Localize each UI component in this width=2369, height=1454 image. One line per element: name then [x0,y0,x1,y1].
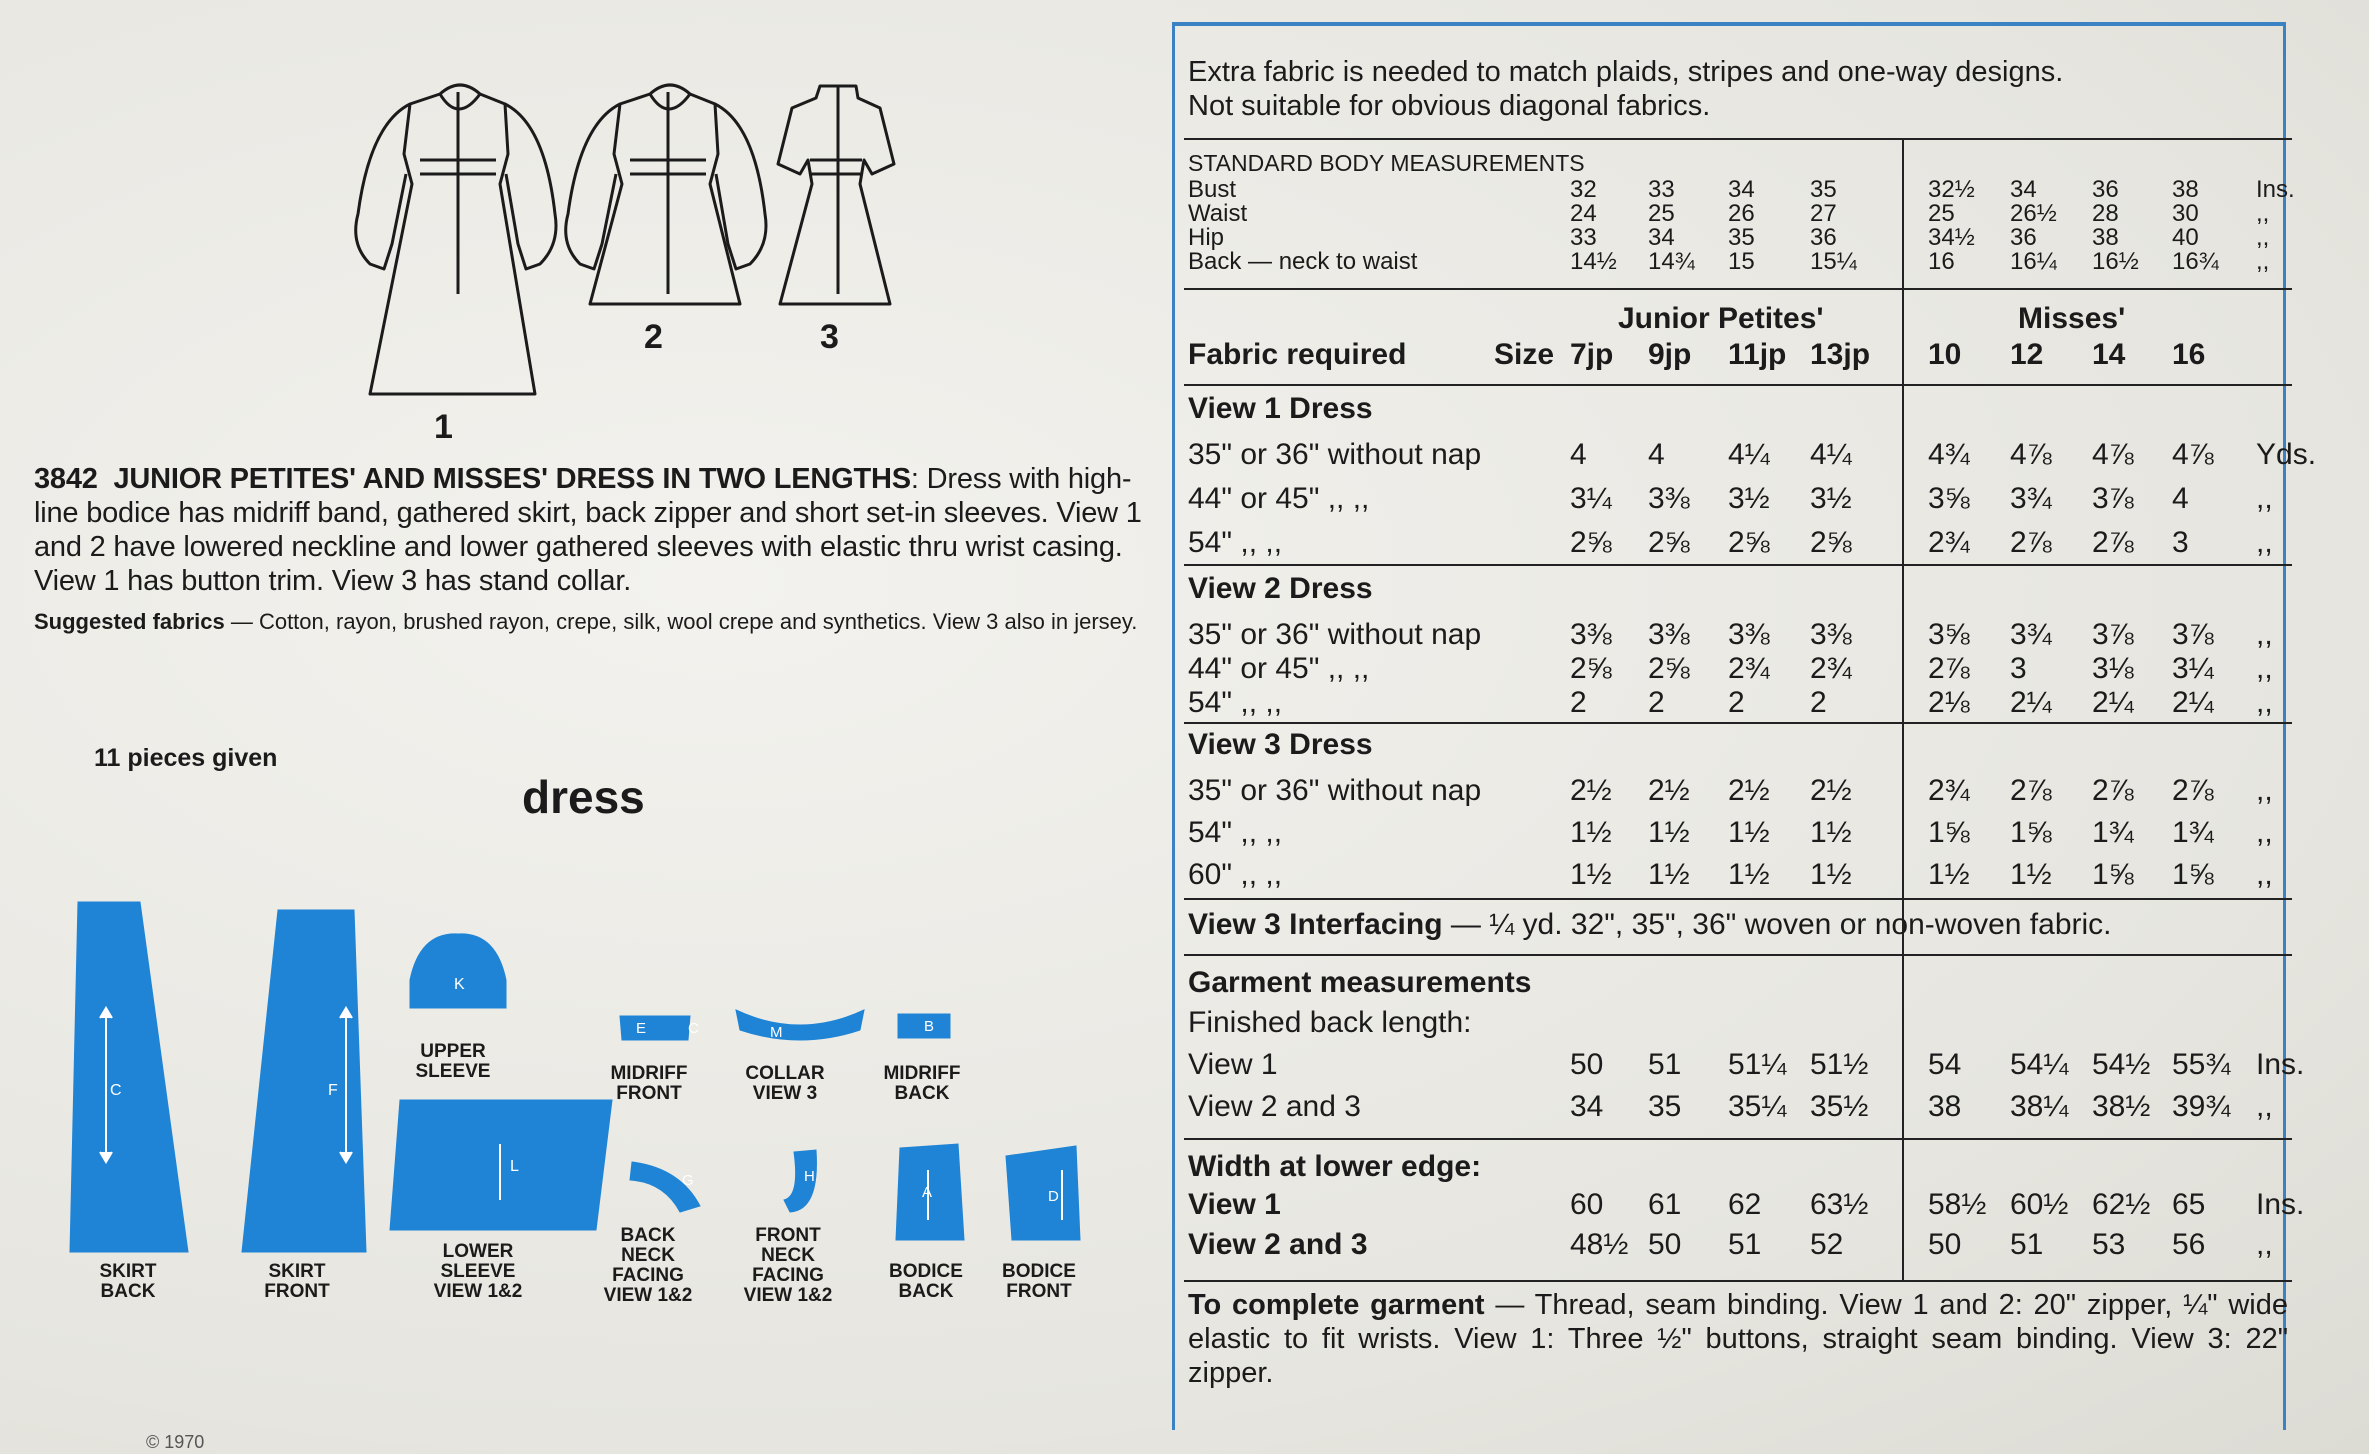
fabric-yardage: 4 [1648,438,1665,471]
piece-letter-a: A [922,1184,933,1201]
fabric-unit: ,, [2256,526,2273,559]
label-lower-sleeve: LOWER SLEEVE VIEW 1&2 [433,1241,523,1302]
fabric-yardage: 1½ [1648,858,1690,891]
width-value: 52 [1810,1228,1844,1261]
bm-value: 36 [1810,224,1837,251]
suggested-fabrics-text: — Cotton, rayon, brushed rayon, crepe, silk, wool crepe and synthetics. View 3 also in jersey. [224,609,1138,634]
fabric-yardage: 3⅜ [1728,618,1770,651]
fabric-yardage: 1⅝ [1928,816,1970,849]
piece-letter-k: K [454,976,465,993]
garment-value: 38 [1928,1090,1962,1123]
size-header: 10 [1928,338,1962,371]
fabric-yardage: 2½ [1810,774,1852,807]
fabric-width: 44" or 45" ,, ,, [1188,482,1370,515]
divider [1184,722,2292,724]
fabric-required-label: Fabric required [1188,338,1407,371]
complete-label: To complete garment [1188,1289,1485,1321]
pieces-given: 11 pieces given [94,744,278,772]
divider [1184,138,2292,140]
fabric-yardage: 1½ [1810,816,1852,849]
width-value: 50 [1928,1228,1962,1261]
fabric-yardage: 2¾ [1928,526,1970,559]
divider [1184,954,2292,956]
fabric-yardage: 1⅝ [2010,816,2052,849]
fabric-yardage: 3⅞ [2092,482,2134,515]
size-header: 14 [2092,338,2126,371]
fabric-yardage: 2⅛ [1928,686,1970,719]
fabric-width: 54" ,, ,, [1188,686,1283,719]
size-header: 7jp [1570,338,1614,371]
fabric-yardage: 2⅝ [1728,526,1770,559]
bm-value: 14½ [1570,248,1617,275]
misses-header: Misses' [2018,302,2126,335]
fabric-yardage: 2⅝ [1570,652,1612,685]
piece-letter-m: M [770,1024,783,1041]
bm-value: 28 [2092,200,2119,227]
piece-letter-c-extra: C [688,1020,699,1037]
fabric-unit: ,, [2256,858,2273,891]
fabric-yardage: 3¼ [2172,652,2214,685]
label-back-neck-facing: BACK NECK FACING VIEW 1&2 [603,1225,693,1306]
fabric-unit: ,, [2256,816,2273,849]
fabric-yardage: 1½ [1728,858,1770,891]
bm-value: 15 [1728,248,1755,275]
fabric-yardage: 2¾ [1928,774,1970,807]
fabric-yardage: 1½ [1570,858,1612,891]
bm-value: 34 [2010,176,2037,203]
fabric-yardage: 4¼ [1810,438,1852,471]
piece-bodice-front [1006,1146,1080,1240]
fabric-width: 35" or 36" without nap [1188,438,1482,471]
fabric-yardage: 2¾ [1810,652,1852,685]
piece-upper-sleeve [410,934,506,1008]
fabric-yardage: 2⅞ [2010,774,2052,807]
fabric-yardage: 3¼ [1570,482,1612,515]
view-1-number: 1 [434,408,453,446]
fabric-yardage: 2⅝ [1810,526,1852,559]
bm-unit: ,, [2256,248,2270,275]
interfacing-label: View 3 Interfacing [1188,908,1443,941]
bm-value: 34½ [1928,224,1975,251]
fabric-yardage: 3⅞ [2172,618,2214,651]
fabric-yardage: 2⅞ [1928,652,1970,685]
fabric-yardage: 2 [1648,686,1665,719]
bm-unit: Ins. [2256,176,2295,203]
view-1-sketch [356,85,556,394]
fabric-unit: ,, [2256,774,2273,807]
size-label: Size [1494,338,1555,371]
width-row-label: View 2 and 3 [1188,1228,1368,1261]
bm-value: 32 [1570,176,1597,203]
width-value: 62 [1728,1188,1762,1221]
fabric-yardage: 3 [2172,526,2189,559]
width-value: 63½ [1810,1188,1869,1221]
width-value: 53 [2092,1228,2126,1261]
junior-petites-header: Junior Petites' [1618,302,1824,335]
fabric-yardage: 1½ [1928,858,1970,891]
fabric-width: 54" ,, ,, [1188,816,1283,849]
width-value: 61 [1648,1188,1682,1221]
piece-letter-b: B [924,1018,935,1035]
fabric-yardage: 1⅝ [2172,858,2214,891]
dress-sketches [340,64,900,444]
bm-value: 26 [1728,200,1755,227]
garment-value: 38½ [2092,1090,2151,1123]
fabric-yardage: 1½ [1570,816,1612,849]
fabric-width: 60" ,, ,, [1188,858,1283,891]
label-upper-sleeve: UPPER SLEEVE [415,1041,491,1082]
fabric-yardage: 3⅜ [1648,482,1690,515]
label-bodice-front: BODICE FRONT [1002,1261,1076,1302]
complete-text: — Thread, seam binding. View 1 and 2: 20" zipper, ¼" wide elastic to fit wrists. View 1: Three ½" buttons, straight seam binding. View 3: 22" zipper. [1188,1289,2288,1389]
garment-unit: Ins. [2256,1048,2305,1081]
fabric-width: 54" ,, ,, [1188,526,1283,559]
fabric-yardage: 2⅞ [2092,526,2134,559]
width-value: 50 [1648,1228,1682,1261]
view-3-number: 3 [820,318,839,356]
fabric-yardage: 1½ [1648,816,1690,849]
fabric-yardage: 3⅝ [1928,482,1970,515]
fabric-yardage: 3 [2010,652,2027,685]
garment-value: 54½ [2092,1048,2151,1081]
label-front-neck-facing: FRONT NECK FACING VIEW 1&2 [743,1225,833,1306]
fabric-unit: ,, [2256,652,2273,685]
size-header: 12 [2010,338,2044,371]
piece-letter-e: E [636,1020,647,1037]
pattern-description-body: : Dress with high-line bodice has midriff band, gathered skirt, back zipper and short set-in sleeves. View 1 and 2 have lowered neckline and lower gathered sleeves with elastic thru wrist casing. View 1 has button trim. View 3 has stand collar. [34,463,1142,597]
fabric-yardage: 2½ [1570,774,1612,807]
width-row-label: View 1 [1188,1188,1281,1221]
pattern-description [34,462,1144,598]
column-divider [1902,140,1904,1280]
fabric-yardage: 3⅛ [2092,652,2134,685]
fabric-yardage: 1½ [2010,858,2052,891]
bm-value: 40 [2172,224,2199,251]
bm-value: 16½ [2092,248,2139,275]
piece-skirt-front [242,910,366,1252]
divider [1184,564,2292,566]
garment-value: 39¾ [2172,1090,2231,1123]
fabric-yardage: 3¾ [2010,618,2052,651]
fabric-yardage: 4⅞ [2092,438,2134,471]
fabric-yardage: 1¾ [2172,816,2214,849]
fabric-yardage: 1½ [1810,858,1852,891]
bm-value: 38 [2172,176,2199,203]
width-unit: Ins. [2256,1188,2305,1221]
notice-line-2: Not suitable for obvious diagonal fabrics. [1188,90,1711,122]
bm-unit: ,, [2256,224,2270,251]
fabric-width: 44" or 45" ,, ,, [1188,652,1370,685]
fabric-section-title: View 3 Dress [1188,728,1373,761]
fabric-yardage: 3⅜ [1648,618,1690,651]
width-unit: ,, [2256,1228,2273,1261]
fabric-unit: ,, [2256,618,2273,651]
bm-value: 33 [1648,176,1675,203]
garment-value: 51½ [1810,1048,1869,1081]
bm-value: 24 [1570,200,1597,227]
fabric-yardage: 1¾ [2092,816,2134,849]
fabric-yardage: 3½ [1810,482,1852,515]
size-header: 13jp [1810,338,1871,371]
fabric-yardage: 1⅝ [2092,858,2134,891]
piece-collar [736,1010,864,1040]
divider [1184,384,2292,386]
piece-midriff-front [620,1016,690,1040]
fabric-unit: ,, [2256,482,2273,515]
fabric-yardage: 2¾ [1728,652,1770,685]
view-2-sketch [566,85,766,304]
fabric-unit: Yds. [2256,438,2317,471]
bm-label: Hip [1188,224,1225,251]
garment-row-label: View 2 and 3 [1188,1090,1361,1123]
bm-value: 16¾ [2172,248,2219,275]
bm-value: 35 [1810,176,1837,203]
size-header: 11jp [1728,338,1787,371]
bm-value: 25 [1648,200,1675,227]
fabric-yardage: 2½ [1648,774,1690,807]
bm-value: 34 [1728,176,1755,203]
view-3-sketch [778,86,894,304]
fabric-yardage: 2⅞ [2172,774,2214,807]
width-lower-title: Width at lower edge: [1188,1150,1482,1183]
pattern-title: JUNIOR PETITES' AND MISSES' DRESS IN TWO LENGTHS [113,463,911,495]
bm-value: 16 [1928,248,1955,275]
fabric-yardage: 2 [1570,686,1587,719]
size-header: 16 [2172,338,2206,371]
piece-letter-h: H [804,1168,815,1185]
fabric-yardage: 3⅜ [1810,618,1852,651]
fabric-section-title: View 1 Dress [1188,392,1373,425]
bm-unit: ,, [2256,200,2270,227]
garment-value: 54¼ [2010,1048,2069,1081]
divider [1184,1280,2292,1282]
garment-value: 34 [1570,1090,1604,1123]
garment-value: 55¾ [2172,1048,2231,1081]
fabric-width: 35" or 36" without nap [1188,774,1482,807]
fabric-yardage: 2⅞ [2092,774,2134,807]
garment-value: 51 [1648,1048,1682,1081]
piece-letter-f: F [328,1082,338,1099]
pattern-number: 3842 [34,463,98,495]
notice-line-1: Extra fabric is needed to match plaids, stripes and one-way designs. [1188,56,2064,88]
label-collar: COLLAR VIEW 3 [745,1063,825,1104]
pieces-section-title: dress [522,771,645,823]
bm-value: 27 [1810,200,1837,227]
view-2-number: 2 [644,318,663,356]
fabric-yardage: 4 [2172,482,2189,515]
fabric-yardage: 3½ [1728,482,1770,515]
width-value: 65 [2172,1188,2206,1221]
fabric-section-title: View 2 Dress [1188,572,1373,605]
bm-label: Waist [1188,200,1248,227]
width-value: 56 [2172,1228,2206,1261]
width-value: 60 [1570,1188,1604,1221]
garment-value: 51¼ [1728,1048,1787,1081]
label-midriff-front: MIDRIFF FRONT [610,1063,688,1104]
fabric-yardage: 3¾ [2010,482,2052,515]
bm-value: 26½ [2010,200,2057,227]
fabric-yardage: 3⅜ [1570,618,1612,651]
fabric-yardage: 2⅝ [1648,526,1690,559]
width-value: 51 [1728,1228,1762,1261]
suggested-fabrics [34,608,1144,636]
bm-value: 15¼ [1810,248,1857,275]
garment-title: Garment measurements [1188,966,1532,999]
divider [1184,288,2292,290]
fabric-yardage: 2¼ [2172,686,2214,719]
label-midriff-back: MIDRIFF BACK [883,1063,961,1104]
bm-value: 14¾ [1648,248,1695,275]
width-value: 48½ [1570,1228,1629,1261]
size-header: 9jp [1648,338,1692,371]
piece-letter-c: C [110,1082,122,1099]
garment-subtitle: Finished back length: [1188,1006,1472,1039]
garment-value: 35½ [1810,1090,1869,1123]
garment-value: 35¼ [1728,1090,1787,1123]
divider [1184,1138,2292,1140]
fabric-yardage: 2 [1728,686,1745,719]
fabric-yardage: 2 [1810,686,1827,719]
garment-unit: ,, [2256,1090,2273,1123]
fabric-yardage: 4⅞ [2172,438,2214,471]
garment-row-label: View 1 [1188,1048,1278,1081]
fabric-yardage: 4¾ [1928,438,1970,471]
fabric-yardage: 4⅞ [2010,438,2052,471]
bm-value: 33 [1570,224,1597,251]
bm-value: 32½ [1928,176,1975,203]
suggested-fabrics-label: Suggested fabrics [34,609,225,634]
divider [1184,898,2292,900]
label-skirt-front: SKIRT FRONT [264,1261,330,1302]
body-measurements-title: STANDARD BODY MEASUREMENTS [1188,150,1585,176]
piece-letter-d: D [1048,1188,1059,1205]
fabric-yardage: 2⅝ [1570,526,1612,559]
bm-value: 38 [2092,224,2119,251]
width-value: 62½ [2092,1188,2151,1221]
fabric-yardage: 1½ [1728,816,1770,849]
label-bodice-back: BODICE BACK [889,1261,963,1302]
width-value: 60½ [2010,1188,2069,1221]
fabric-width: 35" or 36" without nap [1188,618,1482,651]
bm-value: 16¼ [2010,248,2057,275]
bm-value: 34 [1648,224,1675,251]
piece-letter-l: L [510,1158,519,1175]
fabric-yardage: 3⅝ [1928,618,1970,651]
fabric-yardage: 2⅝ [1648,652,1690,685]
bm-value: 36 [2092,176,2119,203]
garment-value: 50 [1570,1048,1604,1081]
bm-value: 30 [2172,200,2199,227]
interfacing-text: — ¼ yd. 32", 35", 36" woven or non-woven fabric. [1442,908,2112,941]
width-value: 51 [2010,1228,2044,1261]
fabric-yardage: 4 [1570,438,1587,471]
fabric-yardage: 2¼ [2092,686,2134,719]
fabric-yardage: 2¼ [2010,686,2052,719]
width-value: 58½ [1928,1188,1987,1221]
garment-value: 38¼ [2010,1090,2069,1123]
garment-value: 54 [1928,1048,1962,1081]
fabric-unit: ,, [2256,686,2273,719]
label-skirt-back: SKIRT BACK [99,1261,157,1302]
fabric-yardage: 4¼ [1728,438,1770,471]
interfacing [1188,908,2112,942]
complete-garment [1188,1288,2288,1390]
bm-value: 36 [2010,224,2037,251]
copyright: © 1970 [146,1432,205,1452]
fabric-yardage: 2½ [1728,774,1770,807]
bm-label: Bust [1188,176,1237,203]
bm-value: 25 [1928,200,1955,227]
fabric-yardage: 2⅞ [2010,526,2052,559]
fabric-yardage: 3⅞ [2092,618,2134,651]
piece-letter-g: G [682,1172,694,1189]
garment-value: 35 [1648,1090,1682,1123]
bm-label: Back — neck to waist [1188,248,1418,275]
piece-skirt-back [70,902,188,1252]
bm-value: 35 [1728,224,1755,251]
